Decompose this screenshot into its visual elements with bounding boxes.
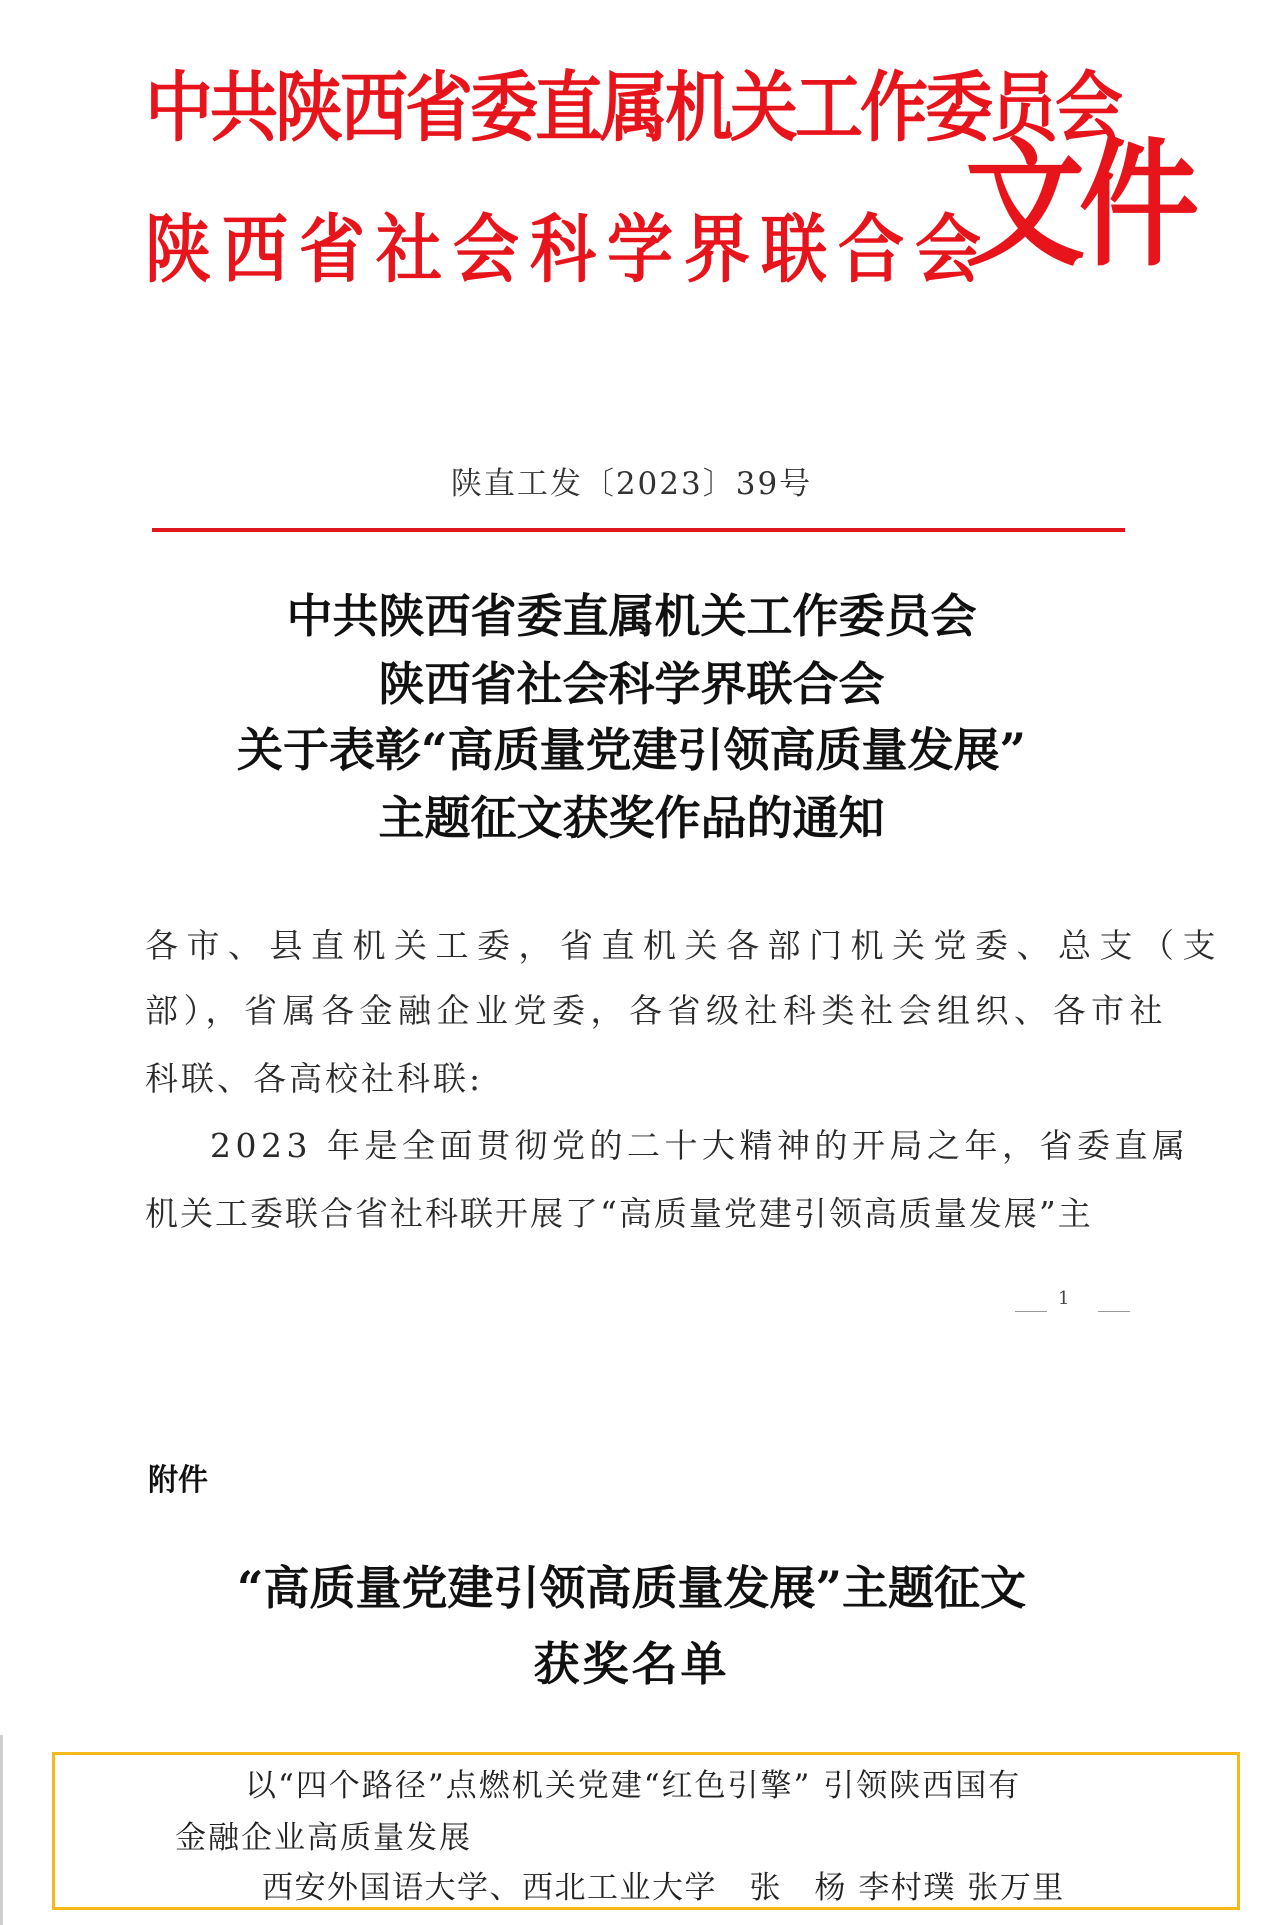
attachment-title-line1: “高质量党建引领高质量发展”主题征文 — [237, 1561, 1026, 1615]
addressee-line1: 各市、县直机关工委，省直机关各部门机关党委、总支（支 — [145, 926, 1224, 965]
notice-title-line2: 陕西省社会科学界联合会 — [378, 657, 885, 711]
attachment-label: 附件 — [148, 1463, 208, 1498]
red-divider — [152, 528, 1125, 532]
paragraph-line1: 2023 年是全面贯彻党的二十大精神的开局之年，省委直属 — [210, 1126, 1190, 1165]
attachment-title-line2: 获奖名单 — [533, 1637, 730, 1691]
paragraph-line2: 机关工委联合省社科联开展了“高质量党建引领高质量发展”主 — [145, 1194, 1093, 1233]
page-dash-right — [1098, 1311, 1130, 1312]
letterhead-doc-type: 文件 — [965, 126, 1193, 286]
award-entry-title-line2: 金融企业高质量发展 — [175, 1820, 472, 1856]
addressee-line2: 部），省属各金融企业党委，各省级社科类社会组织、各市社 — [145, 991, 1168, 1030]
page-number: 1 — [1058, 1288, 1070, 1309]
notice-title-line4: 主题征文获奖作品的通知 — [378, 791, 885, 845]
notice-title-line1: 中共陕西省委直属机关工作委员会 — [286, 589, 977, 643]
page-dash-left — [1015, 1311, 1047, 1312]
page-edge-shadow — [0, 1735, 3, 1925]
award-entry-authors: 西安外国语大学、西北工业大学 张 杨 李村璞 张万里 — [262, 1870, 1065, 1906]
award-entry-title-line1: 以“四个路径”点燃机关党建“红色引擎” 引领陕西国有 — [245, 1768, 1022, 1804]
document-number: 陕直工发〔2023〕39号 — [450, 466, 813, 502]
letterhead-org-line2: 陕西省社会科学界联合会 — [145, 206, 992, 294]
addressee-line3: 科联、各高校社科联: — [145, 1059, 484, 1098]
notice-title-line3: 关于表彰“高质量党建引领高质量发展” — [237, 723, 1026, 777]
letterhead-org-line1: 中共陕西省委直属机关工作委员会 — [145, 64, 1121, 154]
